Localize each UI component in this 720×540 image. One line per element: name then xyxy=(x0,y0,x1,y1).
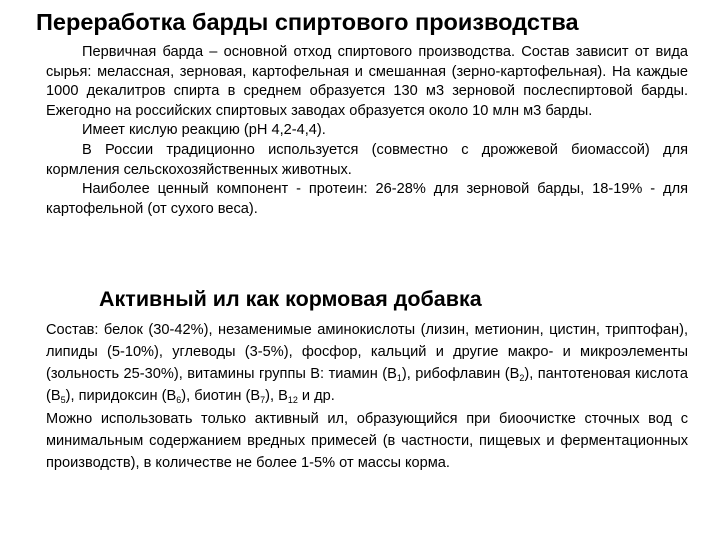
vinasse-text-block xyxy=(46,43,688,219)
subscript: 7 xyxy=(260,395,266,406)
section-title-activated-sludge: Активный ил как кормовая добавка xyxy=(99,287,482,311)
composition-text: ), пантотеновая кислота (В xyxy=(46,365,688,405)
sludge-text-block xyxy=(46,320,688,475)
subscript: 2 xyxy=(519,372,525,383)
composition-text: и др. xyxy=(297,388,335,405)
composition-text: ), В xyxy=(265,388,288,405)
paragraph-sludge-usage: Можно использовать только активный ил, образующийся при биоочистке сточных вод с минимальным содержанием вредных примесей (в частности, пищевых и ферментационных производств), в количестве не более 1-5% от массы корма. xyxy=(46,411,688,471)
subscript: 1 xyxy=(396,372,402,383)
composition-text: ), пиридоксин (В xyxy=(65,388,177,405)
slide-title: Переработка барды спиртового производства xyxy=(36,9,579,35)
paragraph-composition xyxy=(46,320,688,409)
composition-text: Состав: белок (30-42%), незаменимые аминокислоты (лизин, метионин, цистин, триптофан), липиды (5-10%), углеводы (3-5%), фосфор, кальций и другие макро- и микроэлементы (зольность 25-30%), витамины группы В: тиамин (В xyxy=(46,322,688,382)
subscript: 5 xyxy=(60,395,66,406)
paragraph-acidity: Имеет кислую реакцию (рН 4,2-4,4). xyxy=(82,122,326,139)
paragraph-protein: Наиболее ценный компонент - протеин: 26-28% для зерновой барды, 18-19% - для картофельной (от сухого веса). xyxy=(46,181,688,217)
paragraph-usage-russia: В России традиционно используется (совместно с дрожжевой биомассой) для кормления сельскохозяйственных животных. xyxy=(46,141,688,178)
composition-text: ), биотин (В xyxy=(181,388,261,405)
paragraph-vinasse-definition: Первичная барда – основной отход спиртового производства. Состав зависит от вида сырья: мелассная, зерновая, картофельная и смешанная (зерно-картофельная). На каждые 1000 декалитров спирта в среднем образуется 130 м3 зерновой послеспиртовой барды. Ежегодно на российских спиртовых заводах образуется около 10 млн м3 барды. xyxy=(46,44,688,119)
subscript: 6 xyxy=(176,395,182,406)
subscript: 12 xyxy=(287,395,298,406)
composition-text: ), рибофлавин (В xyxy=(401,365,520,382)
